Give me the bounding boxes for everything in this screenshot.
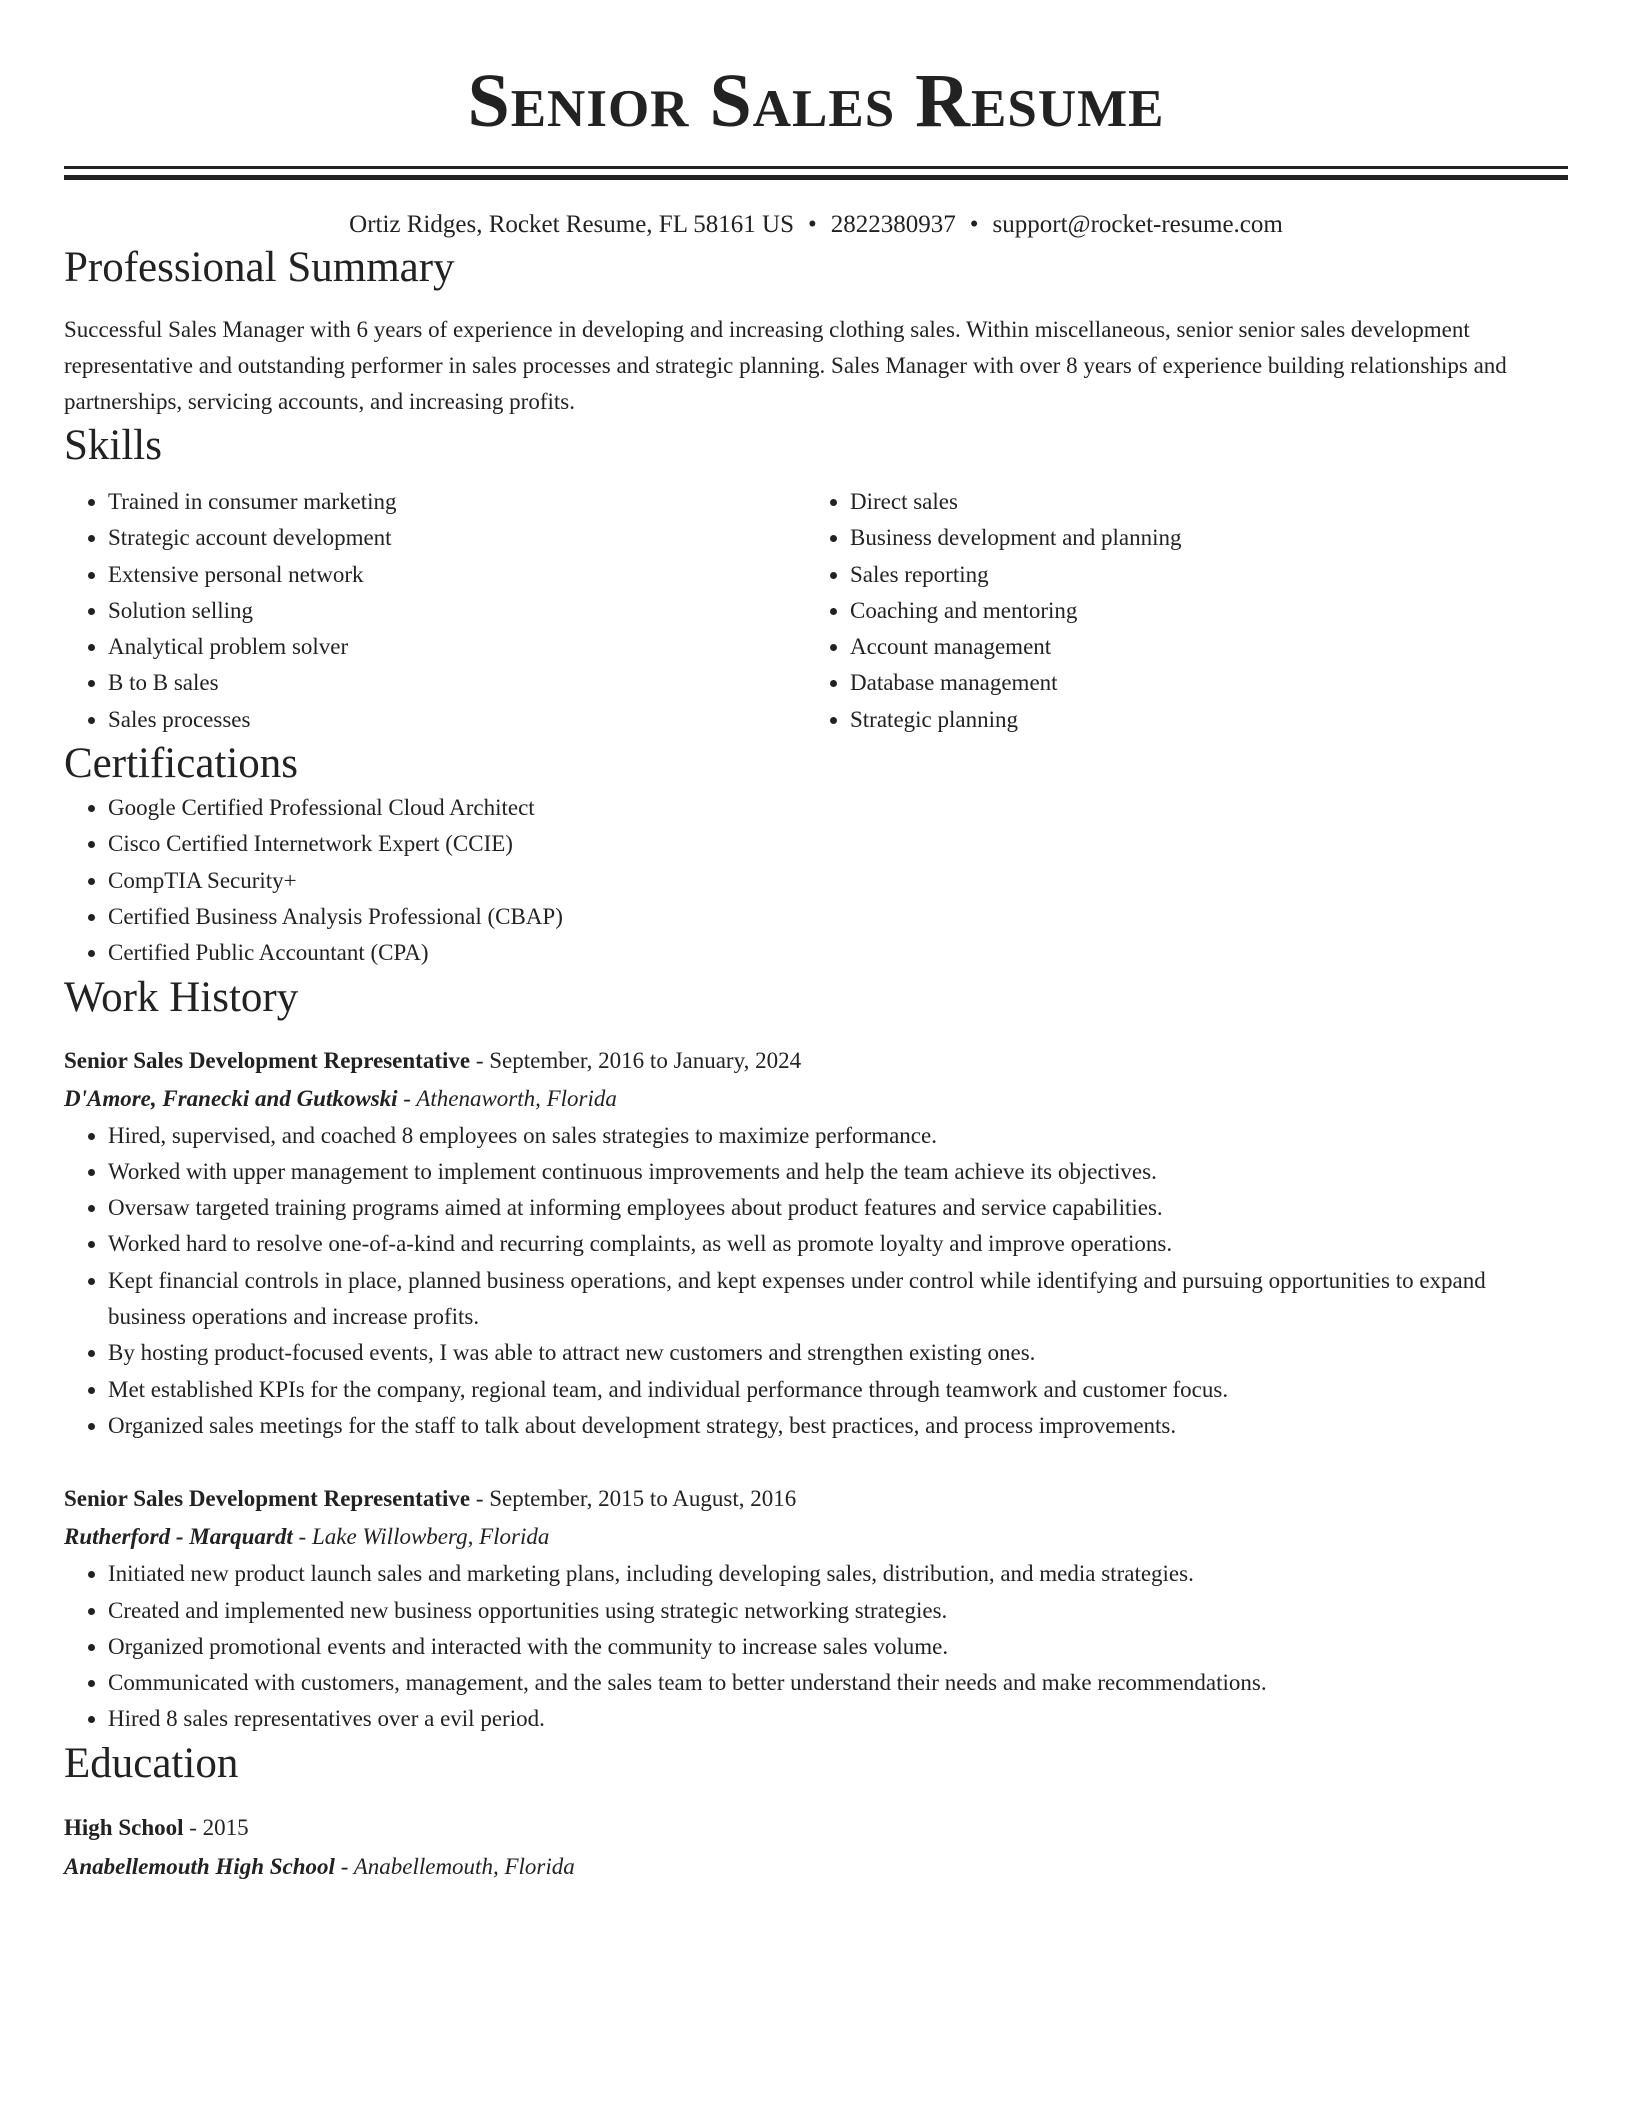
skill-item: • Extensive personal network [108, 557, 806, 593]
contact-phone: 2822380937 [830, 211, 956, 238]
skills-heading: Skills [64, 422, 162, 469]
skill-item: • Strategic planning [850, 702, 1548, 738]
skill-item: • Analytical problem solver [108, 629, 806, 665]
skill-item: • Account management [850, 629, 1548, 665]
certification-item: • Cisco Certified Internetwork Expert (CCIE) [108, 826, 1568, 862]
contact-email: support@rocket-resume.com [992, 211, 1283, 238]
job-company: D'Amore, Franecki and Gutkowski [64, 1085, 398, 1111]
skills-right-column [806, 484, 1548, 738]
job-duties-list [64, 1118, 1568, 1445]
skills-columns [64, 484, 1568, 738]
job-duty-item: • Initiated new product launch sales and marketing plans, including developing sales, distribution, and media strategies. [108, 1556, 1568, 1592]
skill-item: • Sales processes [108, 702, 806, 738]
certifications-heading: Certifications [64, 740, 299, 788]
summary-heading: Professional Summary [64, 244, 455, 291]
job-title-line [64, 1042, 1568, 1080]
certification-item: • CompTIA Security+ [108, 863, 1568, 899]
job-duty-item: • Oversaw targeted training programs aimed at informing employees about product features and service capabilities. [108, 1190, 1568, 1226]
job-entry [64, 1042, 1568, 1445]
contact-separator: • [969, 211, 979, 238]
contact-address: Ortiz Ridges, Rocket Resume, FL 58161 US [349, 211, 795, 238]
job-duty-item: • Worked with upper management to implement continuous improvements and help the team achieve its objectives. [108, 1154, 1568, 1190]
skill-item: • Strategic account development [108, 520, 806, 556]
skills-left-column [64, 484, 806, 738]
skills-right-list [806, 484, 1548, 738]
job-duty-item: • Kept financial controls in place, planned business operations, and kept expenses under control while identifying and pursuing opportunities to expand business operations and increase profits. [108, 1263, 1568, 1336]
job-duty-item: • Created and implemented new business opportunities using strategic networking strategies. [108, 1593, 1568, 1629]
job-duty-item: • Hired, supervised, and coached 8 employees on sales strategies to maximize performance. [108, 1118, 1568, 1154]
job-duty-item: • Organized sales meetings for the staff to talk about development strategy, best practices, and process improvements. [108, 1408, 1568, 1444]
skill-item: • Sales reporting [850, 557, 1548, 593]
skill-item: • Database management [850, 665, 1548, 701]
title-rule-bottom [64, 175, 1568, 180]
education-heading: Education [64, 1739, 239, 1787]
skill-item: • Direct sales [850, 484, 1548, 520]
summary-text: Successful Sales Manager with 6 years of experience in developing and increasing clothing sales. Within miscellaneous, senior senior sales development representative and outstanding performer in sales processes and strategic planning. Sales Manager with over 8 years of experience building relationships and partnerships, servicing accounts, and increasing profits. [64, 317, 1507, 414]
education-school-line [64, 1847, 1568, 1886]
certification-item: • Certified Business Analysis Professional (CBAP) [108, 899, 1568, 935]
education-year: - 2015 [183, 1814, 249, 1840]
job-company: Rutherford - Marquardt [64, 1524, 293, 1550]
job-location: - Lake Willowberg, Florida [292, 1524, 550, 1550]
job-duty-item: • Hired 8 sales representatives over a evil period. [108, 1701, 1568, 1737]
job-duty-item: • Met established KPIs for the company, regional team, and individual performance through teamwork and customer focus. [108, 1372, 1568, 1408]
job-duty-item: • Worked hard to resolve one-of-a-kind and recurring complaints, as well as promote loyalty and improve operations. [108, 1226, 1568, 1262]
skills-left-list [64, 484, 806, 738]
job-title: Senior Sales Development Representative [64, 1486, 471, 1512]
certifications-list [64, 790, 1568, 971]
education-location: - Anabellemouth, Florida [334, 1853, 575, 1879]
resume-page [64, 0, 1568, 1886]
skill-item: • Coaching and mentoring [850, 593, 1548, 629]
education-degree-line [64, 1808, 1568, 1847]
certification-item: • Certified Public Accountant (CPA) [108, 935, 1568, 971]
job-entry [64, 1480, 1568, 1737]
education-school: Anabellemouth High School [64, 1853, 335, 1879]
skill-item: • B to B sales [108, 665, 806, 701]
skill-item: • Trained in consumer marketing [108, 484, 806, 520]
job-location: - Athenaworth, Florida [397, 1085, 617, 1111]
education-entry [64, 1808, 1568, 1886]
job-duty-item: • By hosting product-focused events, I was able to attract new customers and strengthen existing ones. [108, 1335, 1568, 1371]
work-history-heading: Work History [64, 973, 299, 1021]
contact-line [64, 208, 1568, 242]
contact-separator: • [808, 211, 817, 238]
certification-item: • Google Certified Professional Cloud Architect [108, 790, 1568, 826]
job-duty-item: • Organized promotional events and interacted with the community to increase sales volume. [108, 1629, 1568, 1665]
job-title: Senior Sales Development Representative [64, 1047, 471, 1073]
title-rule-top [64, 166, 1568, 169]
job-title-line [64, 1480, 1568, 1518]
skill-item: • Business development and planning [850, 520, 1548, 556]
education-degree: High School [64, 1814, 184, 1840]
resume-title: Senior Sales Resume [467, 59, 1165, 143]
job-company-line [64, 1518, 1568, 1556]
job-company-line [64, 1080, 1568, 1118]
job-duties-list [64, 1556, 1568, 1737]
job-dates: - September, 2016 to January, 2024 [470, 1047, 802, 1073]
skill-item: • Solution selling [108, 593, 806, 629]
job-dates: - September, 2015 to August, 2016 [470, 1486, 797, 1512]
job-duty-item: • Communicated with customers, management, and the sales team to better understand their needs and make recommendations. [108, 1665, 1568, 1701]
